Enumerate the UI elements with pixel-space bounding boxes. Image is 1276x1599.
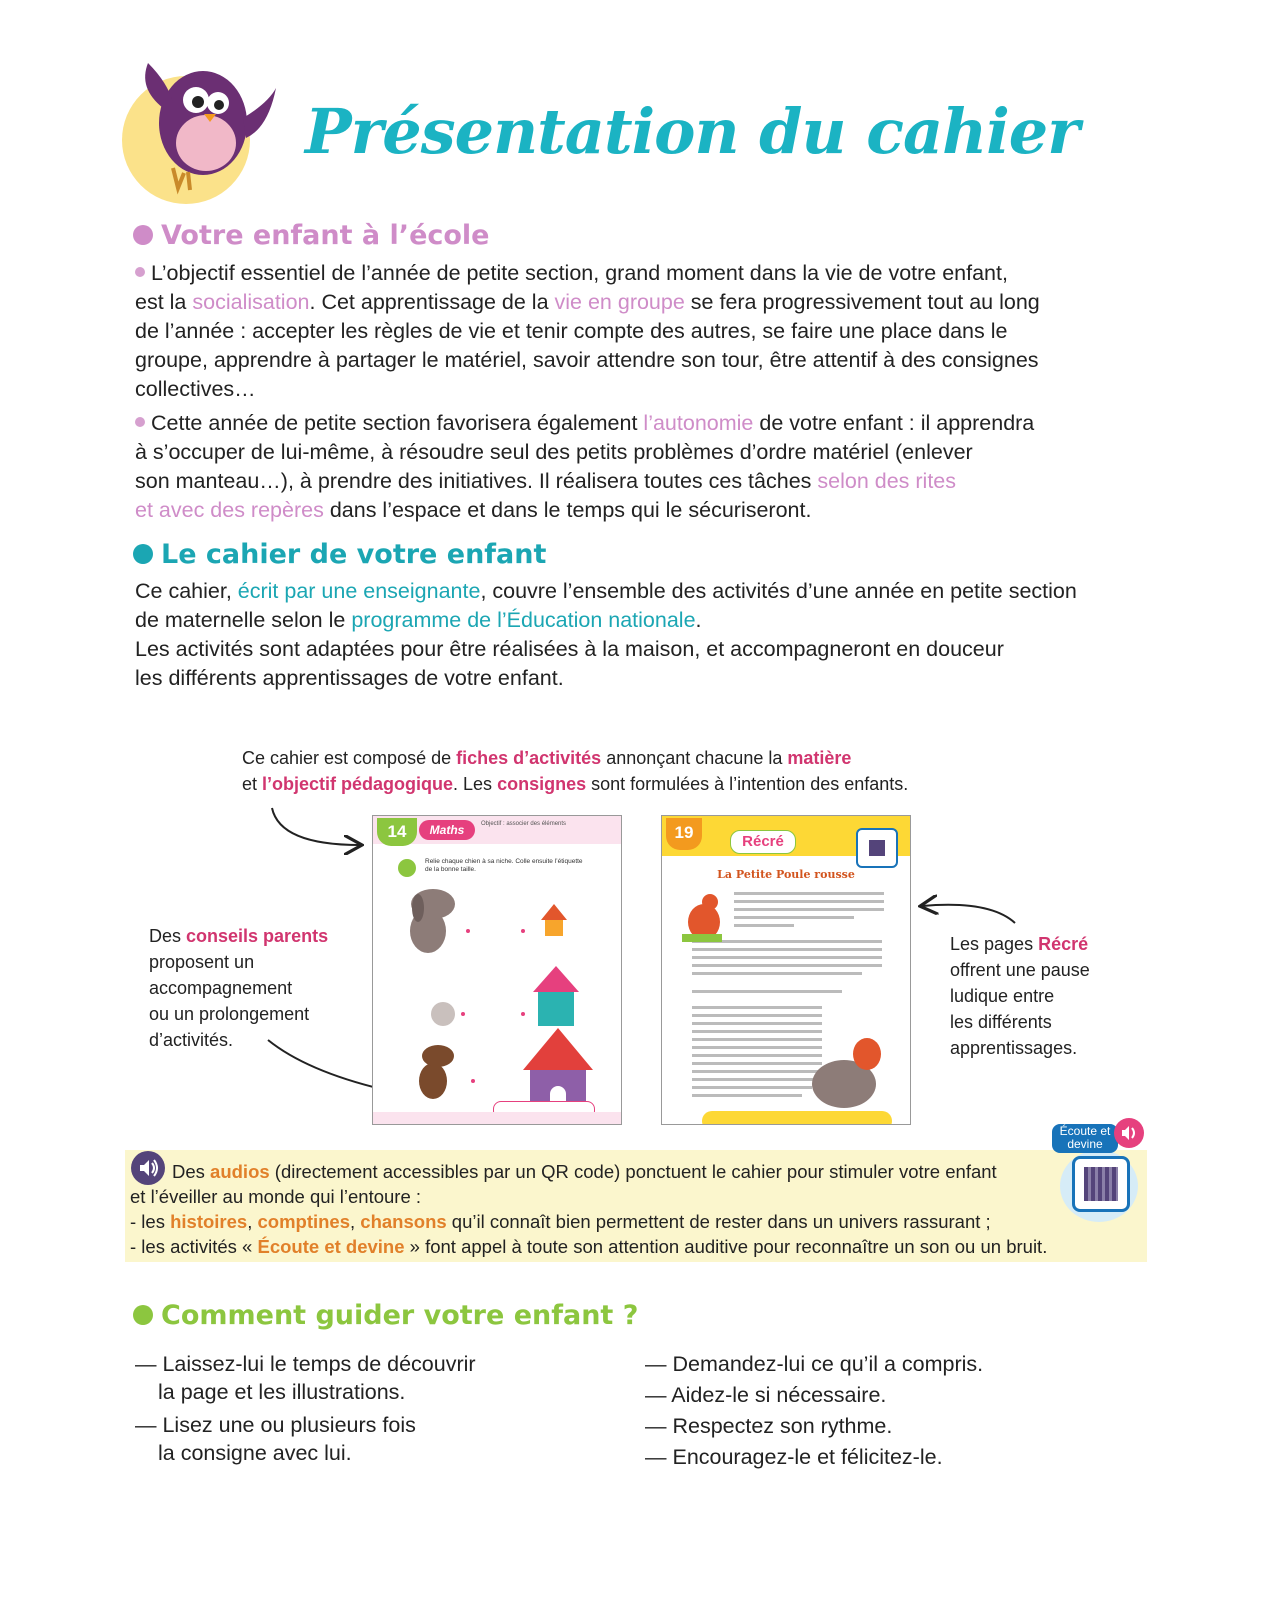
- thumbnail-recre-page: [661, 815, 911, 1125]
- bullet-dot: [133, 1305, 153, 1325]
- page-number-badge: 14: [377, 818, 417, 846]
- list-item: — Respectez son rythme.: [645, 1414, 893, 1438]
- section-heading-guide: Comment guider votre enfant ?: [133, 1300, 638, 1331]
- qr-code-icon: [1072, 1156, 1130, 1212]
- guide-list-left: [135, 1350, 605, 1467]
- annotation-conseils: Des conseils parents proposent un accompagnement ou un prolongement d’activités.: [149, 926, 329, 1050]
- subject-label: Maths: [419, 820, 475, 840]
- page-number-badge: 19: [666, 818, 702, 850]
- list-item: — Lisez une ou plusieurs fois la consigne avec lui.: [135, 1413, 416, 1465]
- paragraph-socialisation: L’objectif essentiel de l’année de petite section, grand moment dans la vie de votre enfant, est la socialisation. Cet apprentissage de la vie en groupe se fera progressivement tout au long de l’année : accepter les règles de vie et tenir compte des autres, se faire une place dans le groupe, apprendre à partager le matériel, savoir attendre son tour, être attentif à des consignes collectives…: [135, 261, 1040, 401]
- annotation-fiches: Ce cahier est composé de fiches d’activités annonçant chacune la matière et l’objectif pédagogique. Les consignes sont formulées à l’intention des enfants.: [242, 748, 909, 794]
- recre-label: Récré: [730, 830, 796, 854]
- speaker-icon: [1114, 1118, 1144, 1148]
- guide-list-right: [645, 1350, 1115, 1472]
- section-heading-cahier: Le cahier de votre enfant: [133, 539, 546, 570]
- thumbnail-maths-page: [372, 815, 622, 1125]
- paragraph-cahier: Ce cahier, écrit par une enseignante, couvre l’ensemble des activités d’une année en petite section de maternelle selon le programme de l’Éducation nationale. Les activités sont adaptées pour être réalisées à la maison, et accompagneront en douceur les différents apprentissages de votre enfant.: [135, 579, 1077, 690]
- recre-illustration: [662, 884, 910, 1124]
- paragraph-autonomie: Cette année de petite section favorisera également l’autonomie de votre enfant : il apprendra à s’occuper de lui-même, à résoudre seul des petits problèmes d’ordre matériel (enlever son manteau…), à prendre des initiatives. Il réalisera toutes ces tâches selon des rites et avec des repères dans l’espace et dans le temps qui le sécuriseront.: [135, 411, 1035, 522]
- audio-badge-label: Écoute et devine: [1052, 1124, 1118, 1153]
- story-title: La Petite Poule rousse: [717, 868, 855, 881]
- section-heading-school: Votre enfant à l’école: [133, 220, 490, 251]
- objective-text: Objectif : associer des éléments: [481, 821, 567, 827]
- audio-text: Des audios (directement accessibles par un QR code) ponctuent le cahier pour stimuler votre enfant et l’éveiller au monde qui l’entoure : - les histoires, comptines, chansons qu’il connaît bien permettent de rester dans un univers rassurant ; - les activités « Écoute et devine » font appel à toute son attention auditive pour reconnaître un son ou un bruit.: [130, 1161, 1048, 1257]
- annotation-recre: Les pages Récré offrent une pause ludique entre les différents apprentissages.: [950, 934, 1090, 1058]
- qr-badge: [856, 828, 898, 868]
- page-title: Présentation du cahier: [305, 95, 1079, 168]
- list-item: — Encouragez-le et félicitez-le.: [645, 1445, 943, 1469]
- maths-illustration: [373, 856, 621, 1125]
- list-item: — Demandez-lui ce qu’il a compris.: [645, 1352, 984, 1376]
- list-item: — Laissez-lui le temps de découvrir la page et les illustrations.: [135, 1352, 476, 1404]
- instruction-text: Relie chaque chien à sa niche. Colle ensuite l’étiquette de la bonne taille.: [425, 858, 583, 873]
- audio-qr-badge: [1052, 1118, 1148, 1218]
- list-item: — Aidez-le si nécessaire.: [645, 1383, 887, 1407]
